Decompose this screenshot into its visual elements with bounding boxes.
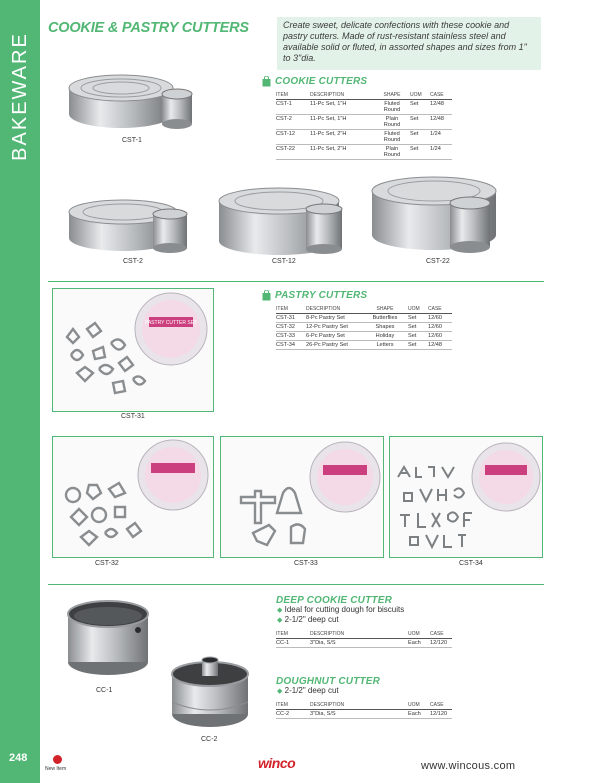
doughnut-cutter-table xyxy=(276,702,452,719)
page-number: 248 xyxy=(9,752,28,764)
cst-33-illustration xyxy=(221,437,383,557)
cst-1-photo xyxy=(66,66,206,136)
page-title: COOKIE & PASTRY CUTTERS xyxy=(48,20,249,36)
table-row: CST-33 6-Pc Pastry Set Holiday Set 12/60 xyxy=(276,332,452,341)
deep-cookie-cutter-heading: DEEP COOKIE CUTTER xyxy=(276,595,393,606)
col-item: ITEM xyxy=(276,631,310,639)
caption-cst-22: CST-22 xyxy=(426,258,450,265)
winco-logo: winco xyxy=(258,755,296,771)
caption-cc-2: CC-2 xyxy=(201,736,218,743)
table-row: CC-2 3"Dia, S/S Each 12/120 xyxy=(276,710,452,719)
col-case: CASE xyxy=(428,306,452,314)
sidebar-category: BAKEWARE xyxy=(8,31,31,161)
caption-cst-33: CST-33 xyxy=(294,560,318,567)
col-description: DESCRIPTION xyxy=(306,306,364,314)
intro-text: Create sweet, delicate confections with these cookie and pastry cutters. Made of rust-resistant stainless steel and available solid or fluted, in assorted shapes and sizes from 1" to 3"dia. xyxy=(277,17,541,70)
caption-cst-1: CST-1 xyxy=(122,137,142,144)
cst-32-photo xyxy=(52,436,214,558)
cst-12-photo xyxy=(214,183,360,259)
cst-31-illustration xyxy=(53,289,213,411)
diamond-bullet-icon: ◆ xyxy=(277,617,283,624)
diamond-bullet-icon: ◆ xyxy=(277,688,283,695)
table-row: CST-32 12-Pc Pastry Set Shapes Set 12/60 xyxy=(276,323,452,332)
cst-34-illustration xyxy=(390,437,542,557)
cst-33-photo xyxy=(220,436,384,558)
table-row: CST-31 8-Pc Pastry Set Butterflies Set 12/60 xyxy=(276,314,452,323)
table-row: CST-2 11-Pc Set, 1"H Plain Round Set 12/48 xyxy=(276,115,452,130)
cc-2-photo xyxy=(166,648,254,734)
cst-22-photo xyxy=(368,173,508,259)
website-url: www.wincous.com xyxy=(421,760,516,772)
col-case: CASE xyxy=(430,631,452,639)
table-row: CST-34 26-Pc Pastry Set Letters Set 12/48 xyxy=(276,341,452,350)
cst-31-photo xyxy=(52,288,214,412)
caption-cst-34: CST-34 xyxy=(459,560,483,567)
col-description: DESCRIPTION xyxy=(310,702,408,710)
cst-34-photo xyxy=(389,436,543,558)
table-row: CC-1 3"Dia, S/S Each 12/120 xyxy=(276,639,452,648)
table-row: CST-12 11-Pc Set, 2"H Fluted Round Set 1/24 xyxy=(276,130,452,145)
cst-32-illustration xyxy=(53,437,213,557)
col-uom: UOM xyxy=(410,92,430,100)
section-divider xyxy=(48,584,544,585)
doughnut-cutter-heading: DOUGHNUT CUTTER xyxy=(276,676,381,687)
new-item-label: New Item xyxy=(45,766,67,772)
col-shape: SHAPE xyxy=(376,92,410,100)
col-description: DESCRIPTION xyxy=(310,92,376,100)
table-row: CST-1 11-Pc Set, 1"H Fluted Round Set 12/48 xyxy=(276,100,452,115)
col-description: DESCRIPTION xyxy=(310,631,408,639)
bullet-item: ◆ 2-1/2" deep cut xyxy=(277,615,339,624)
caption-cst-31: CST-31 xyxy=(121,413,145,420)
tin-label: PASTRY CUTTER SET xyxy=(144,320,198,326)
cst-2-photo xyxy=(65,192,210,260)
diamond-bullet-icon: ◆ xyxy=(277,607,283,614)
caption-cst-32: CST-32 xyxy=(95,560,119,567)
caption-cc-1: CC-1 xyxy=(96,687,113,694)
shopping-bag-icon xyxy=(262,290,271,301)
col-item: ITEM xyxy=(276,306,306,314)
col-uom: UOM xyxy=(408,702,430,710)
col-item: ITEM xyxy=(276,92,310,100)
deep-cookie-cutter-table xyxy=(276,631,452,648)
section-divider xyxy=(48,281,544,282)
col-uom: UOM xyxy=(408,306,428,314)
caption-cst-12: CST-12 xyxy=(272,258,296,265)
col-uom: UOM xyxy=(408,631,430,639)
pastry-cutters-heading: PASTRY CUTTERS xyxy=(275,290,368,301)
cookie-cutters-table xyxy=(276,92,452,160)
cc-1-photo xyxy=(64,594,156,680)
bullet-item: ◆ Ideal for cutting dough for biscuits xyxy=(277,605,405,614)
shopping-bag-icon xyxy=(262,76,271,87)
new-item-dot-icon xyxy=(53,755,62,764)
col-shape: SHAPE xyxy=(364,306,408,314)
col-case: CASE xyxy=(430,702,452,710)
table-row: CST-22 11-Pc Set, 2"H Plain Round Set 1/24 xyxy=(276,145,452,160)
bullet-item: ◆ 2-1/2" deep cut xyxy=(277,686,339,695)
pastry-cutters-table xyxy=(276,306,452,350)
caption-cst-2: CST-2 xyxy=(123,258,143,265)
cookie-cutters-heading: COOKIE CUTTERS xyxy=(275,76,368,87)
col-case: CASE xyxy=(430,92,452,100)
col-item: ITEM xyxy=(276,702,310,710)
